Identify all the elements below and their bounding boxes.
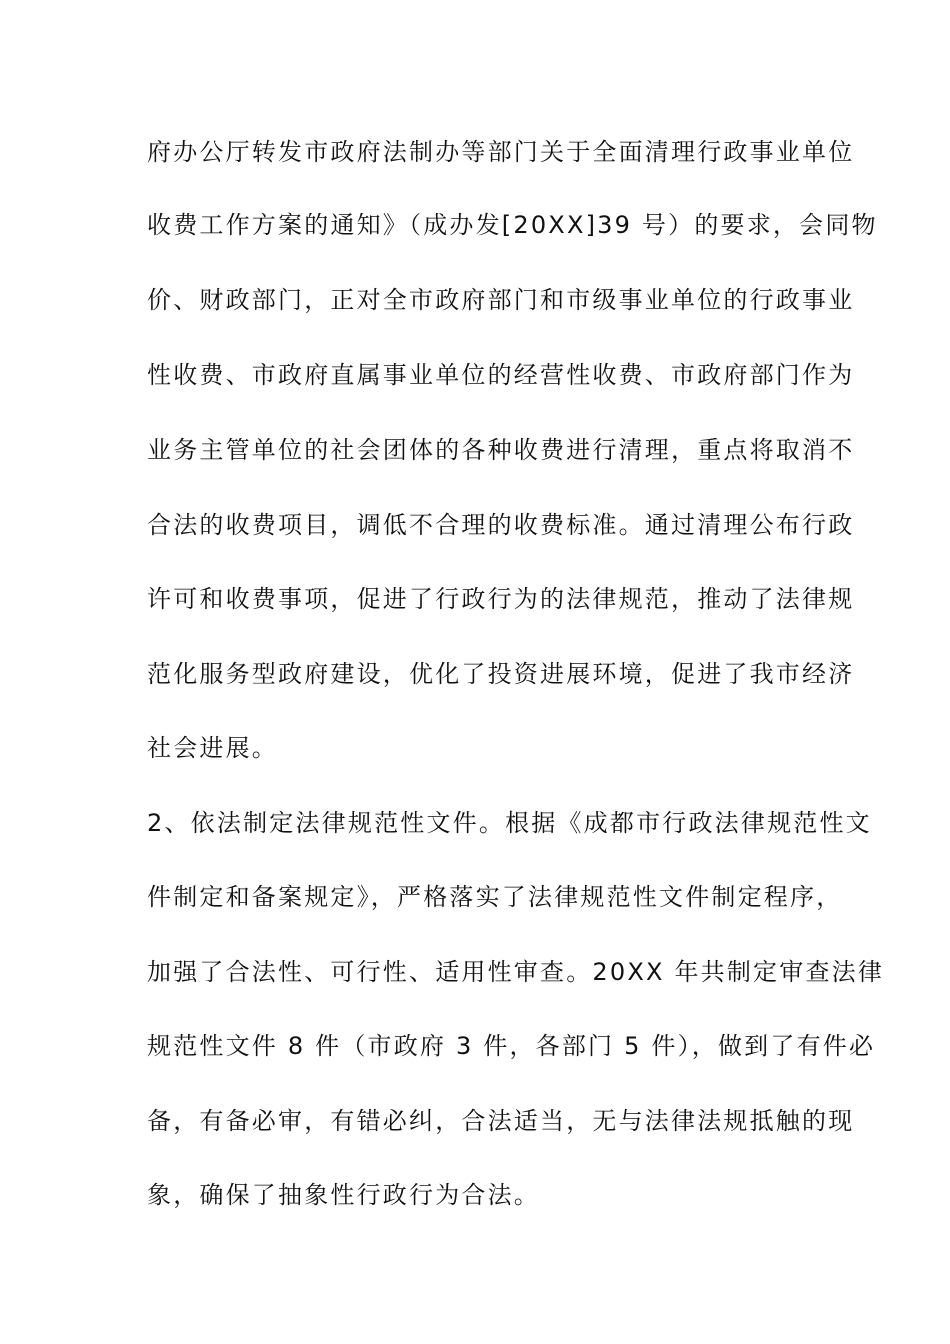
paragraph-line: 合法的收费项目，调低不合理的收费标准。通过清理公布行政 [147, 511, 855, 539]
paragraph-line: 许可和收费事项，促进了行政行为的法律规范，推动了法律规 [147, 585, 855, 613]
paragraph-line: 业务主管单位的社会团体的各种收费进行清理，重点将取消不 [147, 436, 855, 464]
paragraph-line: 规范性文件 8 件（市政府 3 件，各部门 5 件），做到了有件必 [147, 1032, 876, 1060]
paragraph-line: 收费工作方案的通知》（成办发[20XX]39 号）的要求，会同物 [147, 211, 878, 239]
paragraph-line: 件制定和备案规定》，严格落实了法律规范性文件制定程序， [147, 883, 843, 911]
paragraph-line: 加强了合法性、可行性、适用性审查。20XX 年共制定审查法律 [147, 958, 885, 986]
paragraph-line: 象，确保了抽象性行政行为合法。 [147, 1181, 540, 1209]
paragraph-line: 范化服务型政府建设，优化了投资进展环境，促进了我市经济 [147, 660, 855, 688]
paragraph-line: 2、依法制定法律规范性文件。根据《成都市行政法律规范性文 [147, 809, 872, 837]
paragraph-line: 价、财政部门，正对全市政府部门和市级事业单位的行政事业 [147, 286, 855, 314]
paragraph-line: 性收费、市政府直属事业单位的经营性收费、市政府部门作为 [147, 361, 855, 389]
paragraph-line: 备，有备必审，有错必纠，合法适当，无与法律法规抵触的现 [147, 1107, 855, 1135]
paragraph-line: 府办公厅转发市政府法制办等部门关于全面清理行政事业单位 [147, 138, 855, 166]
paragraph-line: 社会进展。 [147, 734, 278, 762]
